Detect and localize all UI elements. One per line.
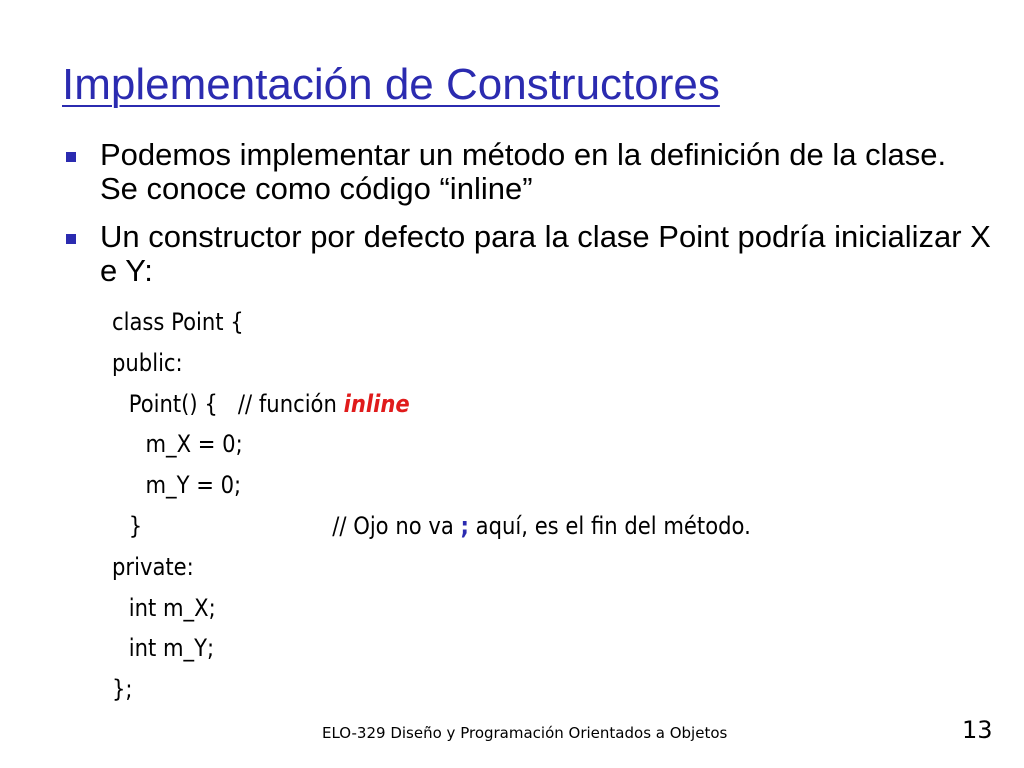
inline-keyword: inline: [343, 389, 410, 418]
bullet-list: [62, 138, 992, 302]
code-text: };: [112, 675, 133, 704]
code-text: m_Y = 0;: [145, 471, 242, 500]
code-text: int m_Y;: [128, 634, 215, 663]
code-line: [112, 547, 751, 588]
code-block: [112, 302, 751, 710]
slide-title: Implementación de Constructores: [62, 60, 720, 109]
code-line: [112, 465, 751, 506]
code-line: [112, 384, 751, 425]
code-line: [112, 669, 751, 710]
code-text: public:: [112, 348, 183, 377]
code-text: private:: [112, 552, 194, 581]
page-number: 13: [962, 716, 993, 744]
code-line: [112, 628, 751, 669]
code-text: Point() { // función: [128, 389, 344, 418]
highlighted-semicolon: ;: [460, 511, 469, 540]
code-comment: // Ojo no va: [332, 511, 461, 540]
bullet-item: [62, 220, 992, 288]
code-line: [112, 343, 751, 384]
code-line: [112, 588, 751, 629]
code-line: [112, 424, 751, 465]
bullet-text: Podemos implementar un método en la definición de la clase. Se conoce como código “inline”: [100, 137, 947, 206]
bullet-item: [62, 138, 992, 206]
code-line: [112, 302, 751, 343]
code-text: }: [128, 511, 143, 540]
slide-footer: ELO-329 Diseño y Programación Orientados a Objetos: [322, 724, 728, 742]
code-text: int m_X;: [128, 593, 216, 622]
code-text: class Point {: [112, 308, 244, 336]
code-text: m_X = 0;: [145, 430, 243, 459]
square-bullet-icon: [66, 234, 76, 244]
code-line: [112, 506, 751, 547]
code-comment: aquí, es el fin del método.: [468, 511, 751, 540]
bullet-text: Un constructor por defecto para la clase Point podría inicializar X e Y:: [100, 219, 991, 288]
square-bullet-icon: [66, 152, 76, 162]
